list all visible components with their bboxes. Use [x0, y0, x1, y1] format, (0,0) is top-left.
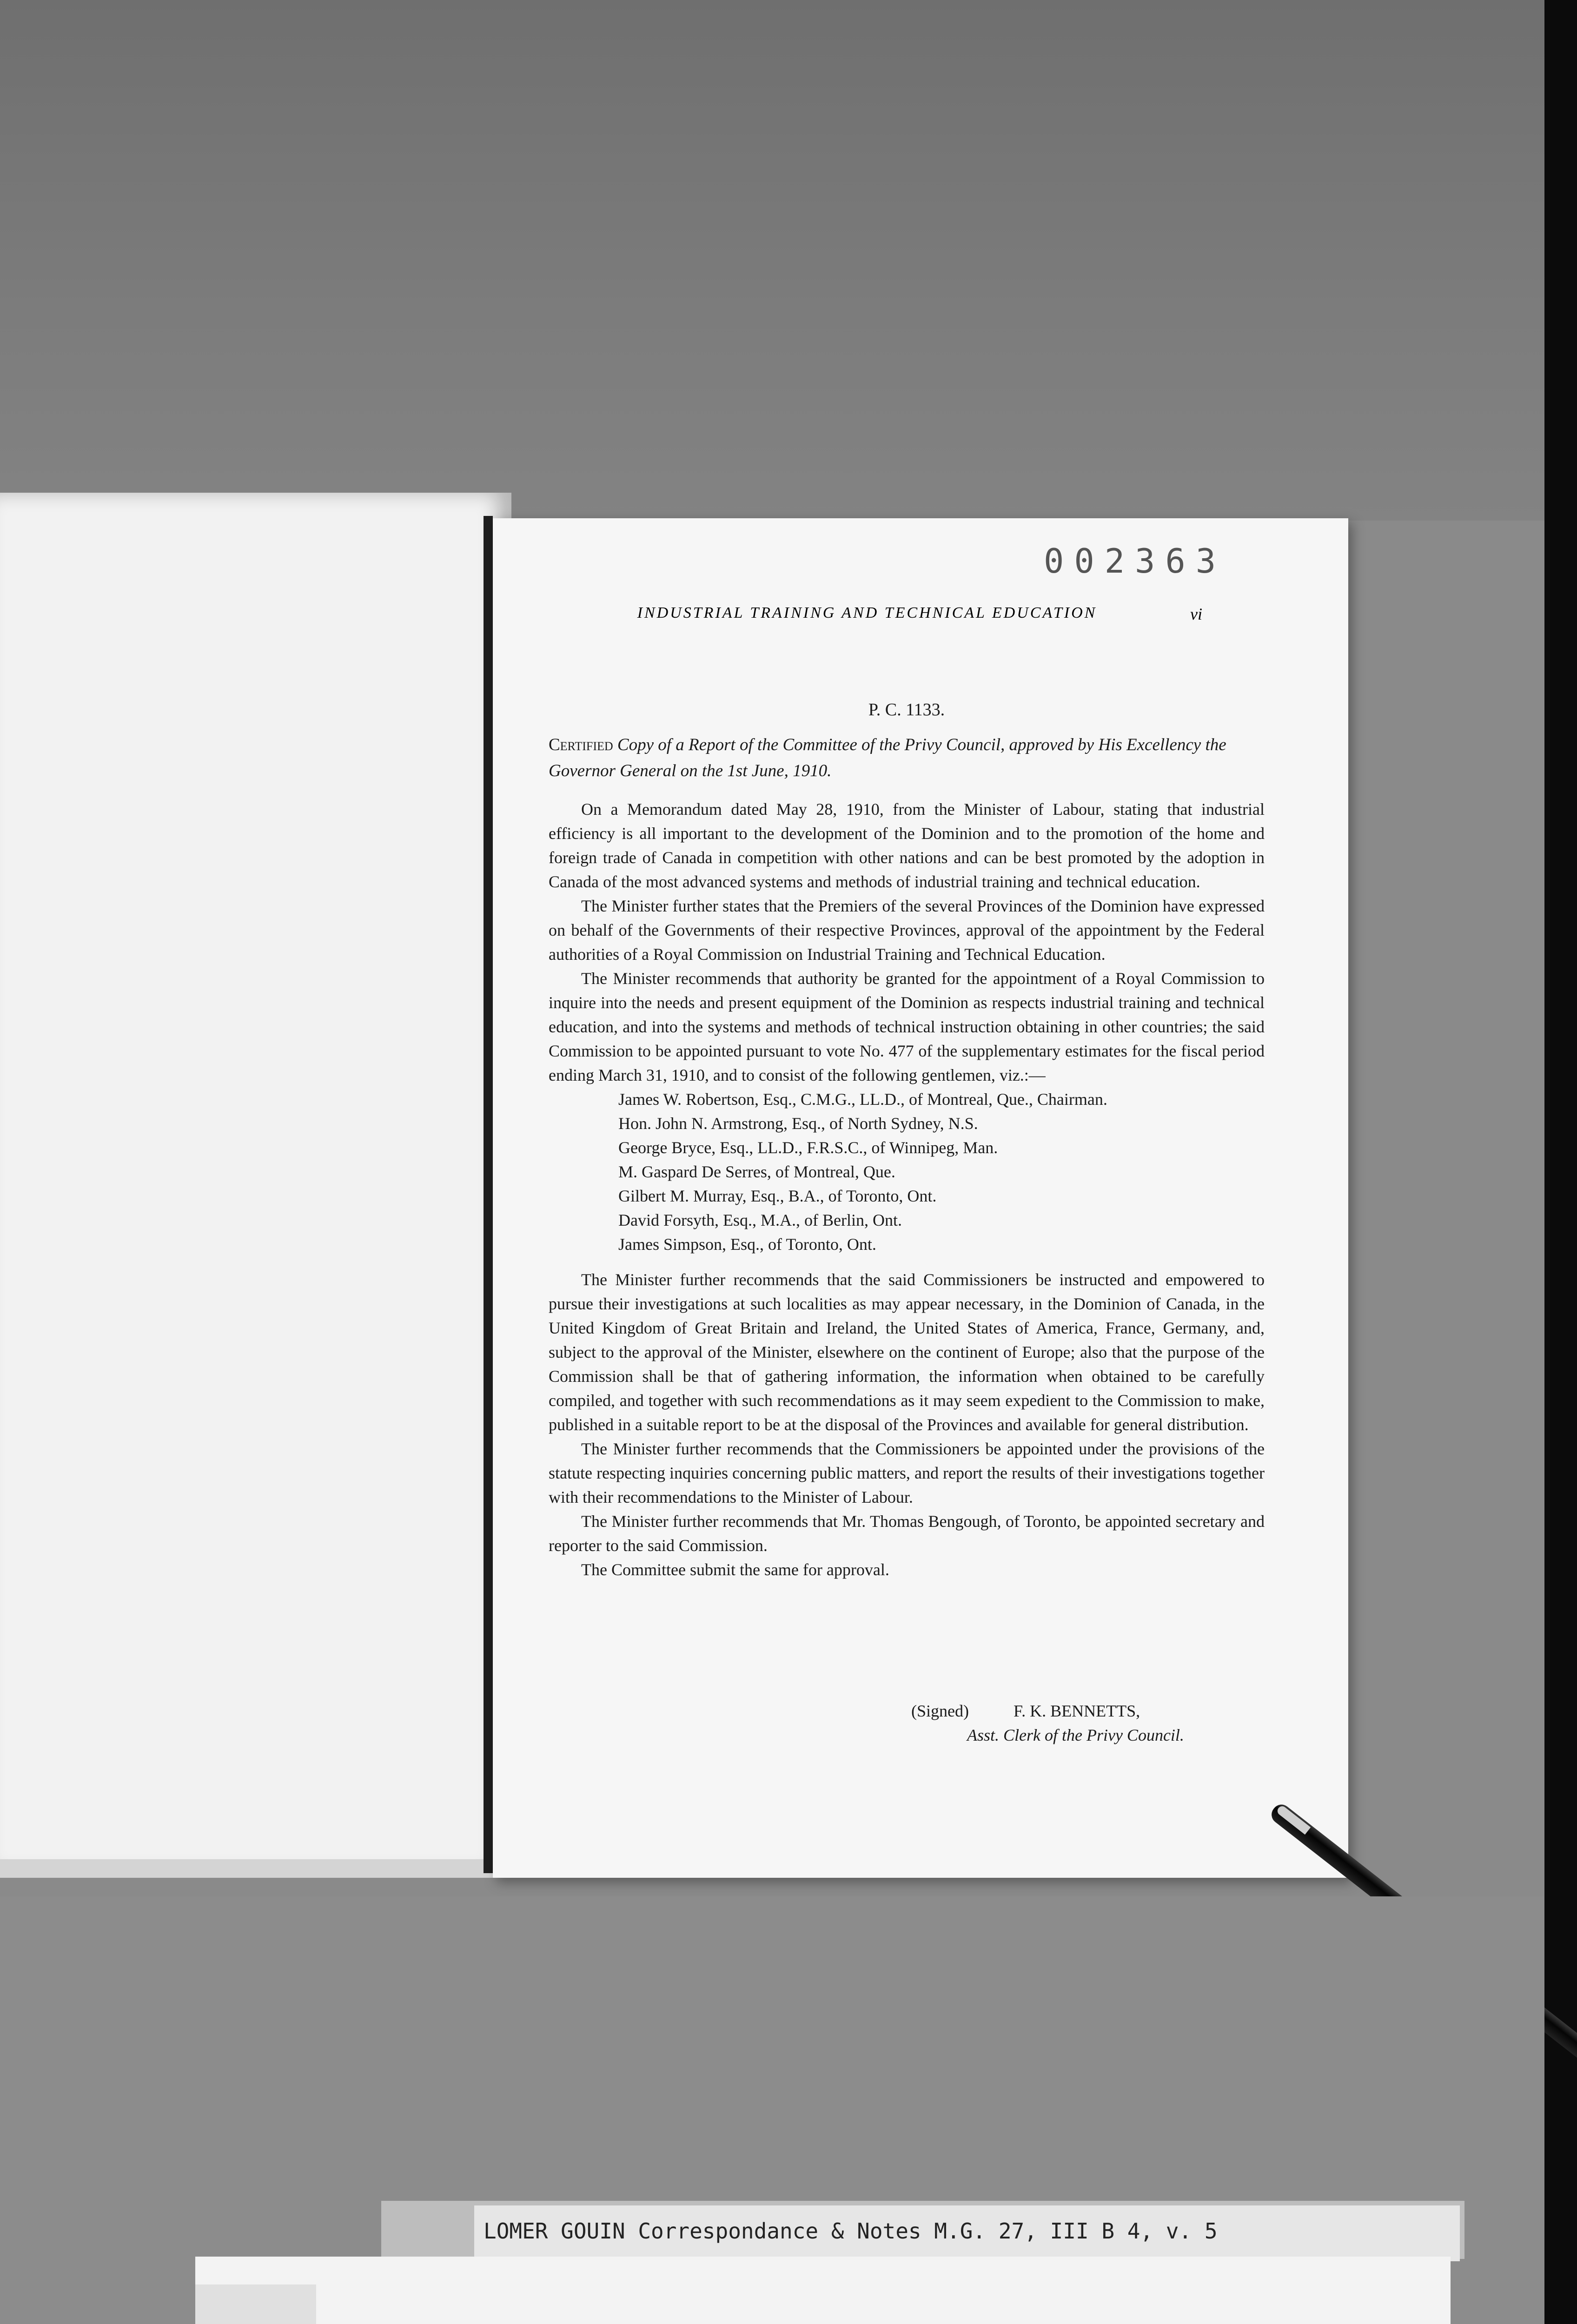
paragraph: On a Memorandum dated May 28, 1910, from the Minister of Labour, stating that industrial efficiency is all important to the development of the Dominion and to the promotion of the home and foreign trade of Canada in competition with other nations and can be best promoted by the adoption in Canada of the most advanced systems and methods of industrial training and technical education. [549, 800, 1265, 891]
signer-title: Asst. Clerk of the Privy Council. [967, 1726, 1184, 1744]
page-number: vi [1190, 605, 1202, 623]
certified-rest: Copy of a Report of the Committee of the Privy Council, approved by His Excellency the Governor General on the 1st June, 1910. [549, 735, 1226, 780]
commissioner: James W. Robertson, Esq., C.M.G., LL.D., of Montreal, Que., Chairman. [618, 1090, 1107, 1109]
commissioner: George Bryce, Esq., LL.D., F.R.S.C., of Winnipeg, Man. [618, 1138, 998, 1157]
commissioner: David Forsyth, Esq., M.A., of Berlin, Ont. [618, 1211, 902, 1229]
running-head: INDUSTRIAL TRAINING AND TECHNICAL EDUCATION [637, 604, 1097, 621]
signature-line [549, 1699, 1265, 1723]
left-page-edge [0, 1859, 511, 1878]
paragraph: The Minister recommends that authority be granted for the appointment of a Royal Commission to inquire into the needs and present equipment of the Dominion as respects industrial training and technical education, and into the systems and methods of technical instruction obtaining in other countries; the said Commission to be appointed pursuant to vote No. 477 of the supplementary estimates for the fiscal period ending March 31, 1910, and to consist of the following gentlemen, viz.:— [549, 969, 1265, 1084]
archive-reference: LOMER GOUIN Correspondance & Notes M.G. 27, III B 4, v. 5 [474, 2205, 1460, 2261]
commissioner: Hon. John N. Armstrong, Esq., of North Sydney, N.S. [618, 1114, 978, 1133]
book-spine [484, 516, 493, 1873]
film-edge [1544, 0, 1577, 2324]
commissioner: M. Gaspard De Serres, of Montreal, Que. [618, 1162, 895, 1181]
stamp-number: 002363 [1044, 541, 1226, 581]
paragraph: The Minister further recommends that the said Commissioners be instructed and empowered to pursue their investigations at such localities as may appear necessary, in the Dominion of Canada, in the United Kingdom of Great Britain and Ireland, the United States of America, France, Germany, and, subject to the approval of the Minister, elsewhere on the continent of Europe; also that the purpose of the Commission shall be that of gathering information, the information when obtained to be carefully compiled, and together with such recommendations as it may seem expedient to the Commission to make, published in a suitable report to be at the disposal of the Provinces and available for general distribution. [549, 1270, 1265, 1434]
memorandum-body [549, 797, 1265, 1582]
archive-card [195, 2257, 1451, 2324]
signed-label: (Signed) [911, 1702, 969, 1720]
commissioner-list [549, 1087, 1265, 1268]
left-page [0, 493, 511, 1873]
commissioner: Gilbert M. Murray, Esq., B.A., of Toronto, Ont. [618, 1187, 937, 1205]
paragraph: The Minister further recommends that Mr. Thomas Bengough, of Toronto, be appointed secretary and reporter to the said Commission. [549, 1512, 1265, 1555]
signer-name: F. K. BENNETTS, [1014, 1702, 1140, 1720]
certified-heading [549, 732, 1265, 784]
background-top [0, 0, 1577, 521]
signature-block [549, 1699, 1265, 1747]
paragraph: The Minister further states that the Premiers of the several Provinces of the Dominion have expressed on behalf of the Governments of their respective Provinces, approval of the appointment by the Federal authorities of a Royal Commission on Industrial Training and Technical Education. [549, 897, 1265, 964]
paragraph: The Committee submit the same for approval. [581, 1560, 889, 1579]
commissioner: James Simpson, Esq., of Toronto, Ont. [618, 1235, 876, 1254]
paragraph: The Minister further recommends that the Commissioners be appointed under the provisions of the statute respecting inquiries concerning public matters, and report the results of their investigations together with their recommendations to the Minister of Labour. [549, 1439, 1265, 1506]
order-number: P. C. 1133. [868, 700, 945, 720]
card-side-panel [195, 2284, 316, 2324]
certified-lead: Certified [549, 735, 613, 754]
document-page [493, 518, 1348, 1878]
